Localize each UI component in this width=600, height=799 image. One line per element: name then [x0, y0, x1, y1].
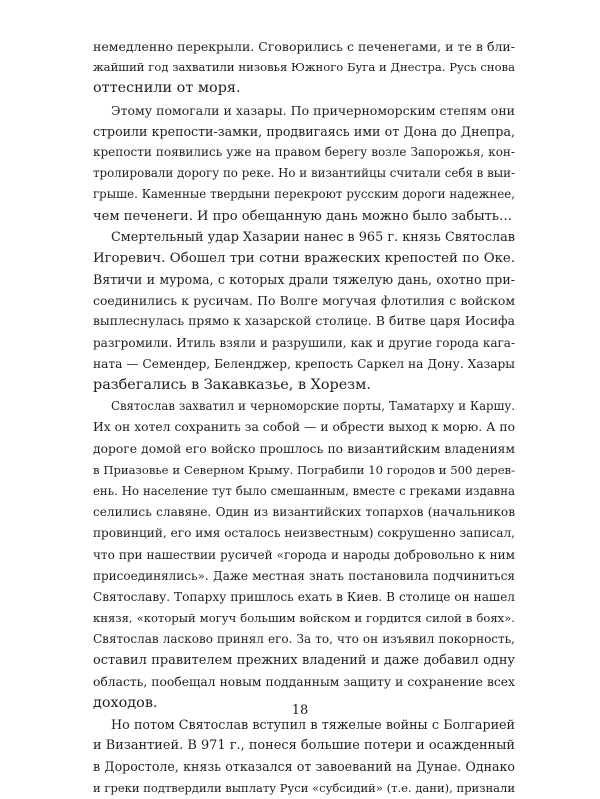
text-line: и Византией. В 971 г., понеся большие потери и осажденный — [93, 738, 515, 754]
body-text — [93, 36, 515, 799]
text-line: Этому помогали и хазары. По причерноморским степям они — [111, 102, 515, 118]
text-line: дороге домой его войско прошлось по византийским владениям — [93, 441, 515, 456]
text-line: Святослав захватил и черноморские порты, Таматарху и Каршу. — [111, 399, 515, 414]
text-line: Вятичи и мурома, с которых драли тяжелую дань, охотно при- — [93, 272, 515, 288]
text-line: область, пообещал новым подданным защиту и сохранение всех — [93, 674, 515, 689]
text-line: провинций, его имя осталось неизвестным) сокрушенно записал, — [93, 526, 515, 541]
text-line: Святослав ласково принял его. За то, что он изъявил покорность, — [93, 632, 515, 647]
text-line: тролировали дорогу по реке. Но и византийцы считали себя в выи- — [93, 166, 515, 181]
text-line: чем печенеги. И про обещанную дань можно было забыть… — [93, 208, 513, 224]
text-line: крепости появились уже на правом берегу возле Запорожья, кон- — [93, 144, 515, 159]
text-line: грыше. Каменные твердыни перекроют русским дороги надежнее, — [93, 187, 515, 202]
text-line: немедленно перекрыли. Сговорились с печенегами, и те в бли- — [93, 39, 515, 54]
text-line: разбегались в Закавказье, в Хорезм. — [93, 377, 371, 393]
page-number: 18 — [291, 703, 309, 718]
text-line: оттеснили от моря. — [93, 80, 241, 97]
text-line: разгромили. Итиль взяли и разрушили, как и другие города кага- — [93, 335, 515, 350]
text-line: присоединялись». Даже местная знать постановила подчиниться — [93, 568, 515, 583]
text-line: оставил правителем прежних владений и даже добавил одну — [93, 653, 515, 669]
text-line: выплеснулась прямо к хазарской столице. В битве царя Иосифа — [93, 314, 515, 329]
text-line: доходов. — [93, 694, 158, 711]
text-line: строили крепости-замки, продвигаясь ими от Дона до Днепра, — [93, 123, 515, 139]
text-line: Смертельный удар Хазарии нанес в 965 г. князь Святослав — [111, 229, 515, 245]
text-line: князя, «который могуч большим войском и гордится силой в боях». — [93, 611, 515, 626]
text-line: Игоревич. Обошел три сотни вражеских крепостей по Оке. — [93, 250, 515, 266]
text-line: Но потом Святослав вступил в тяжелые войны с Болгарией — [111, 717, 515, 732]
text-line: соединились к русичам. По Волге могучая флотилия с войском — [93, 293, 515, 309]
text-line: в Приазовье и Северном Крыму. Пограбили 10 городов и 500 дерев- — [93, 462, 515, 477]
text-line: в Доростоле, князь отказался от завоеваний на Дунае. Однако — [93, 759, 515, 775]
text-line: селились славяне. Один из византийских топархов (начальников — [93, 505, 515, 520]
text-line: Их он хотел сохранить за собой — и обрести выход к морю. А по — [93, 420, 515, 435]
text-line: жайший год захватили низовья Южного Буга и Днестра. Русь снова — [93, 60, 515, 75]
text-line: Святославу. Топарху пришлось ехать в Киев. В столице он нашел — [93, 589, 515, 604]
text-line: ната — Семендер, Беленджер, крепость Саркел на Дону. Хазары — [93, 356, 515, 371]
text-line: ень. Но население тут было смешанным, вместе с греками издавна — [93, 483, 515, 498]
text-line: что при нашествии русичей «города и народы добровольно к ним — [93, 547, 515, 562]
text-line: и греки подтвердили выплату Руси «субсидий» (т.е. дани), признали — [93, 780, 515, 795]
